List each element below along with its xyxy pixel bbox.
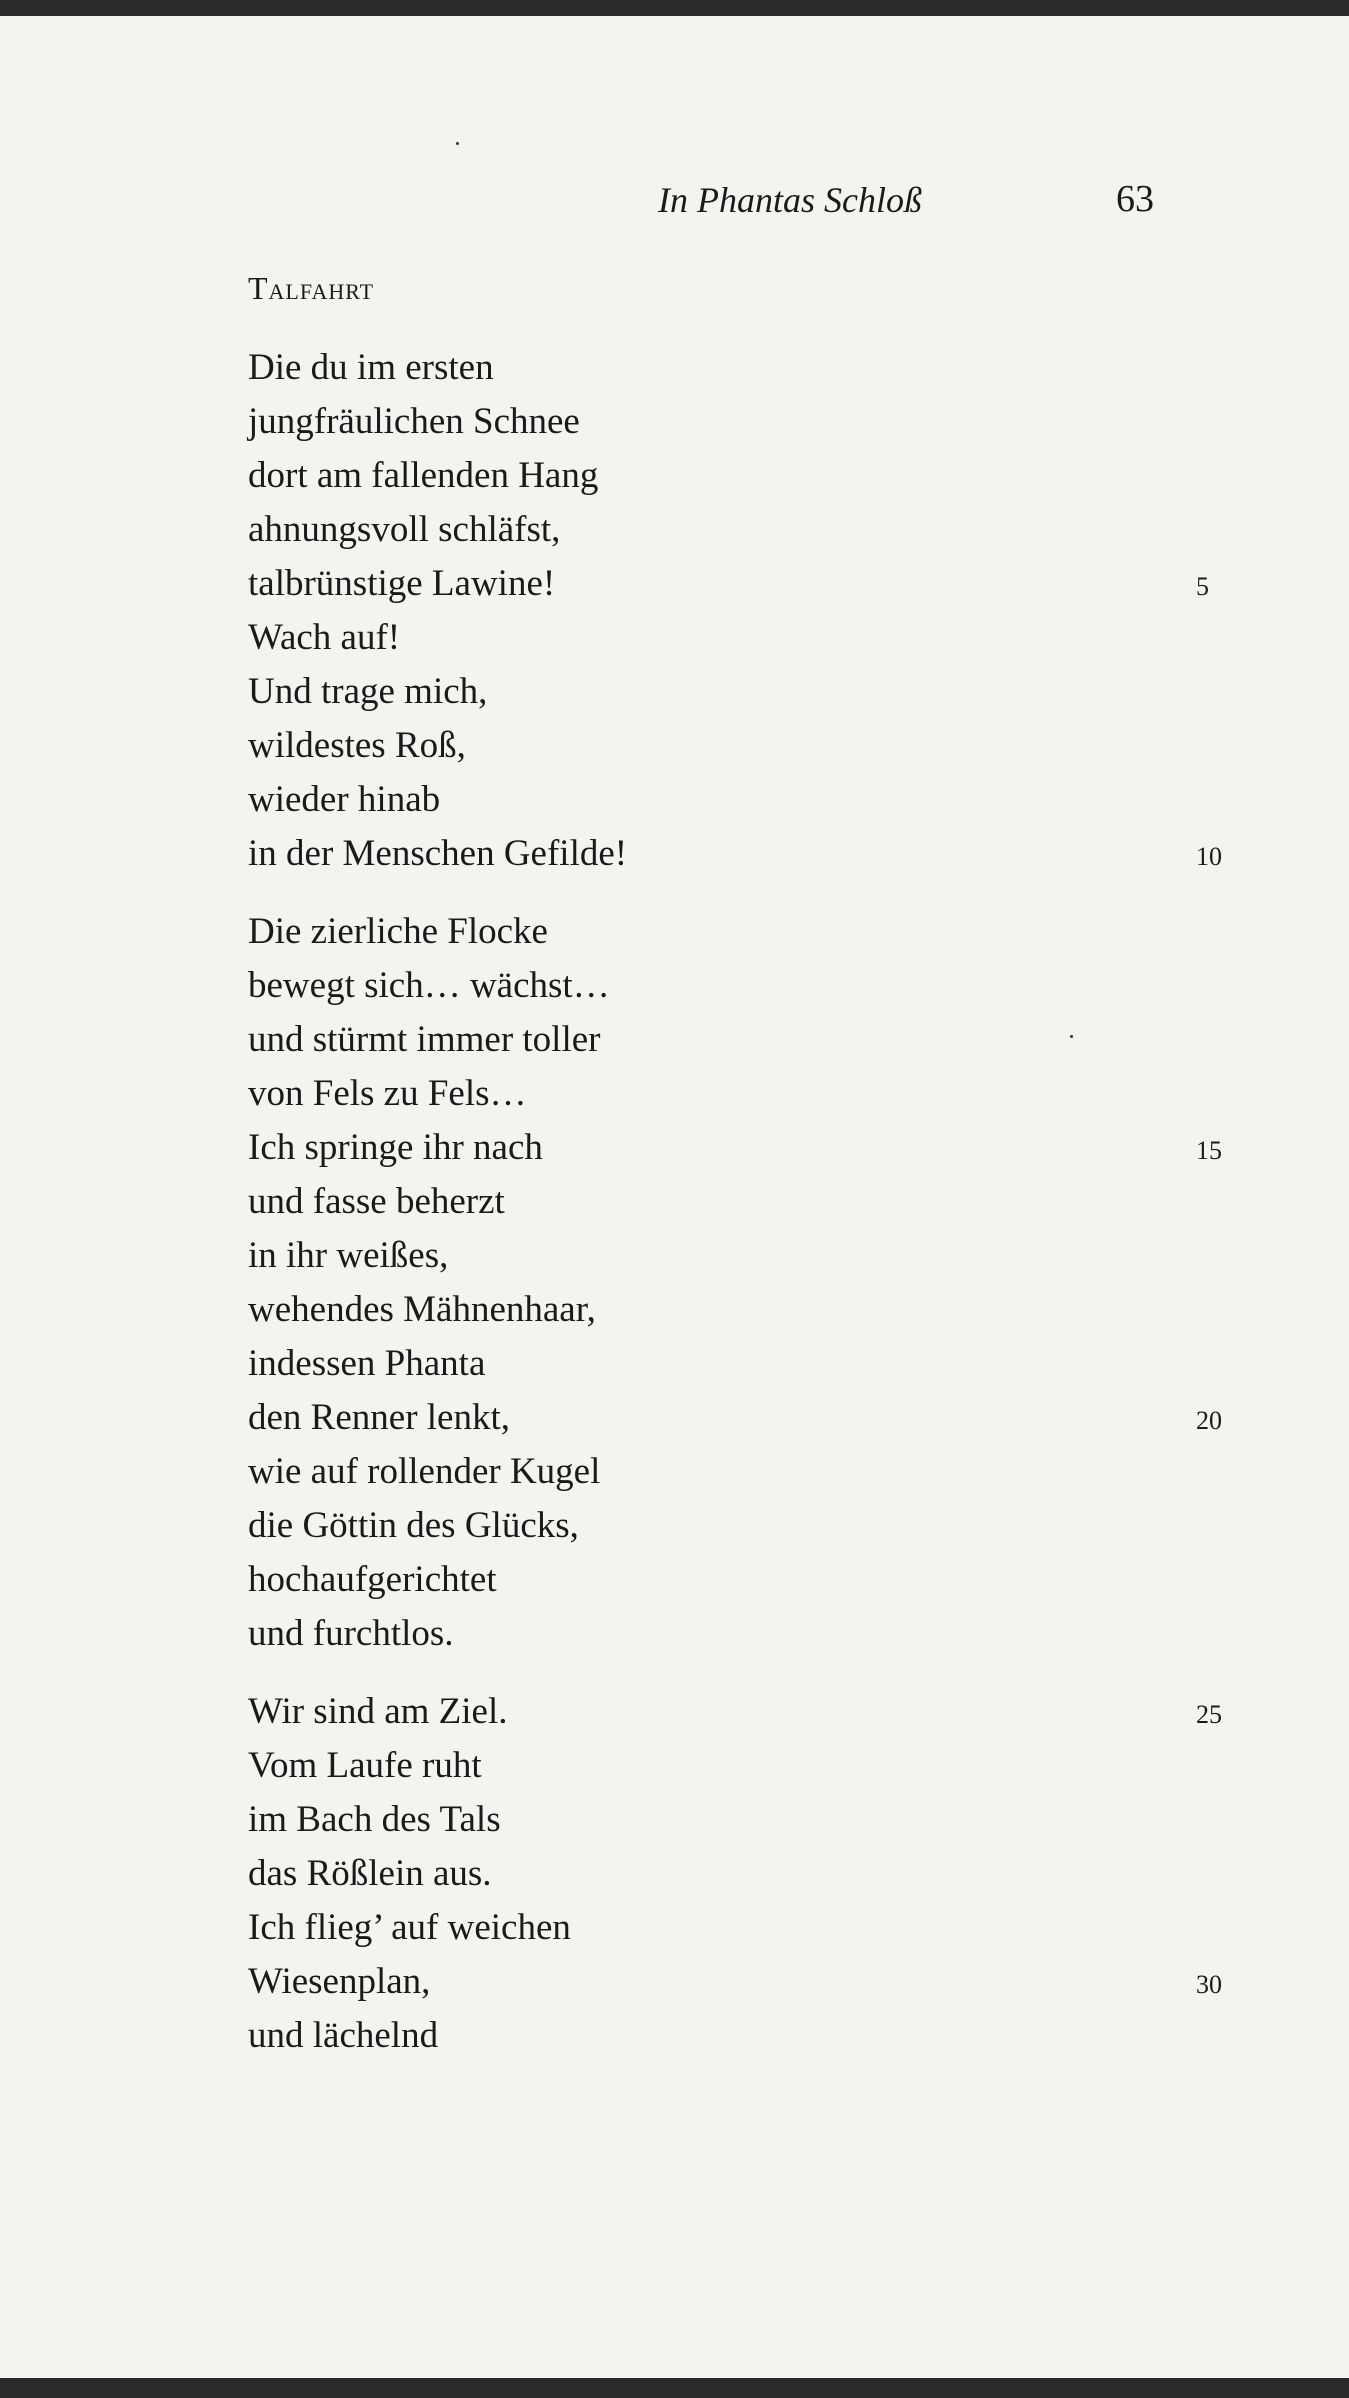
scan-speck [456, 142, 459, 145]
scan-speck [1070, 1035, 1073, 1038]
poem-line: wehendes Mähnenhaar, [248, 1289, 596, 1330]
poem-line: und fasse beherzt [248, 1181, 505, 1222]
poem-line: Wach auf! [248, 617, 401, 658]
poem-line: in ihr weißes, [248, 1235, 449, 1276]
poem-line: hochaufgerichtet [248, 1559, 497, 1600]
poem-line: Und trage mich, [248, 671, 488, 712]
line-number: 5 [1196, 572, 1209, 601]
poem-line: und stürmt immer toller [248, 1019, 601, 1060]
scan-border [0, 2378, 1349, 2398]
poem-line: Wiesenplan, [248, 1961, 431, 2002]
poem-line: die Göttin des Glücks, [248, 1505, 579, 1546]
poem-line: bewegt sich… wächst… [248, 965, 610, 1006]
line-number: 15 [1196, 1136, 1222, 1165]
poem-line: Ich springe ihr nach [248, 1127, 543, 1168]
poem-line: Vom Laufe ruht [248, 1745, 482, 1786]
poem-title: Talfahrt [248, 270, 375, 306]
running-title: In Phantas Schloß [658, 180, 922, 220]
poem-line: das Rößlein aus. [248, 1853, 492, 1894]
line-number: 20 [1196, 1406, 1222, 1435]
poem-line: wildestes Roß, [248, 725, 466, 766]
book-page [0, 16, 1349, 2378]
line-number: 10 [1196, 842, 1222, 871]
poem-line: talbrünstige Lawine! [248, 563, 556, 604]
poem-line: von Fels zu Fels… [248, 1073, 527, 1114]
poem-line: im Bach des Tals [248, 1799, 501, 1840]
poem-line: wie auf rollender Kugel [248, 1451, 601, 1492]
poem-line: den Renner lenkt, [248, 1397, 510, 1438]
poem-line: Ich flieg’ auf weichen [248, 1907, 571, 1948]
poem-line: indessen Phanta [248, 1343, 486, 1384]
poem-line: und furchtlos. [248, 1613, 454, 1654]
poem-line: in der Menschen Gefilde! [248, 833, 628, 874]
poem-line: ahnungsvoll schläfst, [248, 509, 561, 550]
line-number: 30 [1196, 1970, 1222, 1999]
poem-line: Wir sind am Ziel. [248, 1691, 508, 1732]
poem-line: Die zierliche Flocke [248, 911, 548, 952]
page-number: 63 [1116, 178, 1154, 220]
line-number: 25 [1196, 1700, 1222, 1729]
poem-line: wieder hinab [248, 779, 441, 820]
poem-line: dort am fallenden Hang [248, 455, 599, 496]
poem-line: jungfräulichen Schnee [248, 401, 580, 442]
poem-line: Die du im ersten [248, 347, 494, 388]
poem-line: und lächelnd [248, 2015, 439, 2056]
